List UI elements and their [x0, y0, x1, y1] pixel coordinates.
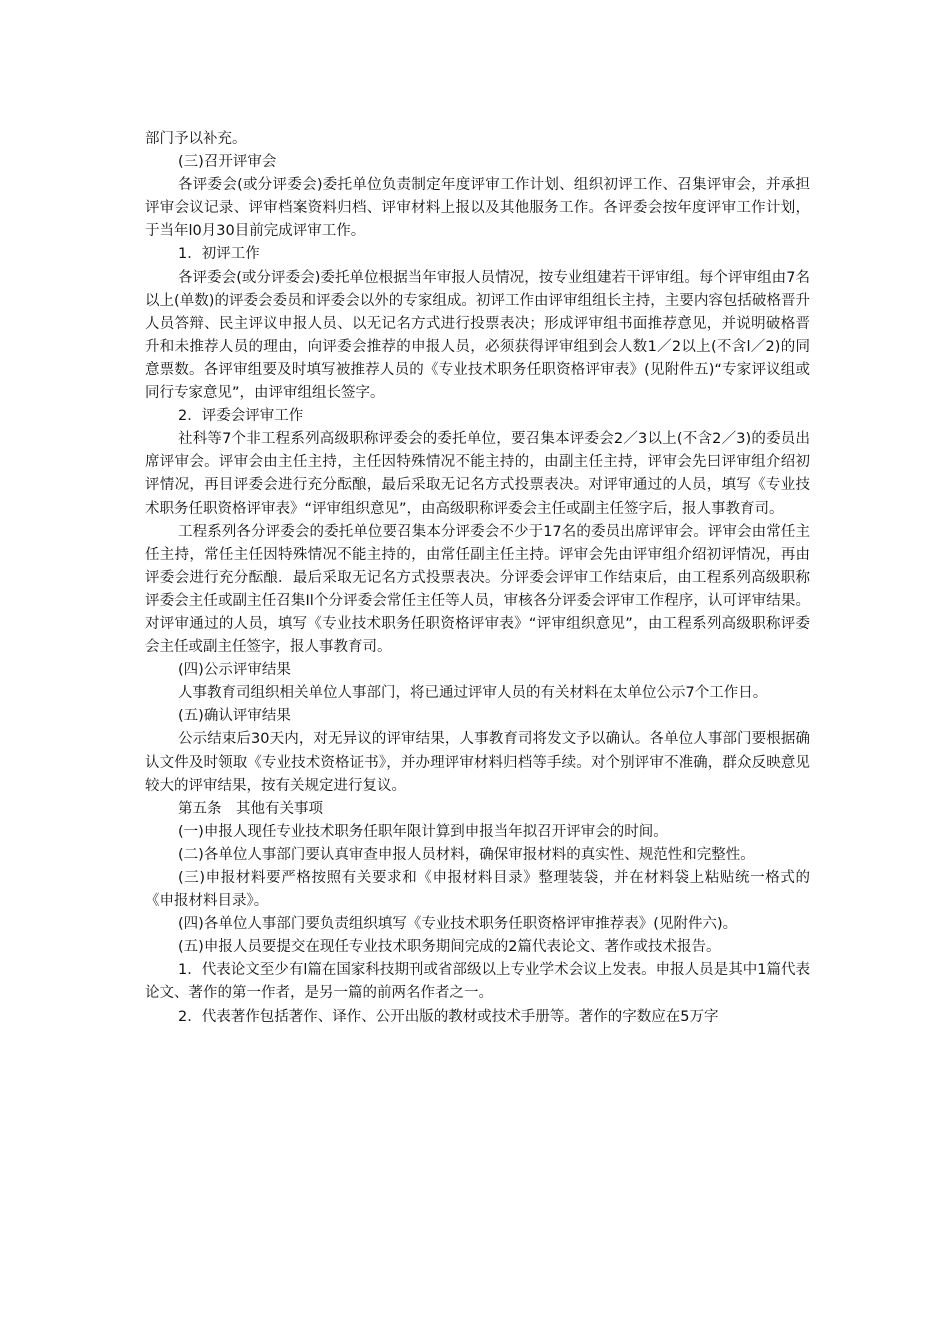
paragraph: (二)各单位人事部门要认真审查申报人员材料，确保审报材料的真实性、规范性和完整性。 — [178, 846, 755, 863]
paragraph: (四)各单位人事部门要负责组织填写《专业技术职务任职资格评审推荐表》(见附件六)。 — [178, 916, 738, 933]
section-heading: (五)确认评审结果 — [178, 708, 291, 725]
paragraph: 2．代表著作包括著作、译作、公开出版的教材或技术手册等。著作的字数应在5万字 — [178, 1008, 719, 1025]
paragraph: (三)申报材料要严格按照有关要求和《申报材料目录》整理装袋，并在材料袋上粘贴统一格式的《申报材料目录》。 — [145, 870, 810, 910]
section-heading: (四)公示评审结果 — [178, 662, 291, 679]
paragraph: 社科等7个非工程系列高级职称评委会的委托单位，要召集本评委会2／3以上(不含2／3)的委员出席评审会。评审会由主任主持，主任因特殊情况不能主持的，由副主任主持，评审会先曰评审组介绍初评情况，再目评委会进行充分酝酿，最后采取无记名方式投票表决。对评审通过的人员，填写《专业技术职务任职资格评审表》“评审组织意见”，由高级职称评委会主任或副主任签字后，报人事教育司。 — [145, 431, 810, 517]
paragraph: 部门予以补充。 — [145, 131, 247, 147]
paragraph: 公示结束后30天内，对无异议的评审结果，人事教育司将发文予以确认。各单位人事部门要根据确认文件及时领取《专业技术资格证书》，并办理评审材料归档等手续。对个别评审不准确，群众反映意见较大的评审结果，按有关规定进行复议。 — [145, 731, 810, 794]
paragraph: 各评委会(或分评委会)委托单位负责制定年度评审工作计划、组织初评工作、召集评审会，并承担评审会议记录、评审档案资料归档、评审材料上报以及其他服务工作。各评委会按年度评审工作计划，于当年l0月30目前完成评审工作。 — [145, 177, 810, 240]
paragraph: 人事教育司组织相关单位人事部门，将已通过评审人员的有关材料在太单位公示7个工作日。 — [178, 685, 768, 702]
subsection-heading: 1．初评工作 — [178, 246, 260, 263]
paragraph: 1．代表论文至少有l篇在国家科技期刊或省部级以上专业学术会议上发表。申报人员是其中1篇代表论文、著作的第一作者，是另一篇的前两名作者之一。 — [145, 962, 810, 1002]
section-heading: (三)召开评审会 — [178, 154, 277, 171]
paragraph: 各评委会(或分评委会)委托单位根据当年审报人员情况，按专业组建若干评审组。每个评审组由7名以上(单数)的评委会委员和评委会以外的专家组成。初评工作由评审组组长主持，主要内容包括破格晋升人员答辩、民主评议申报人员、以无记名方式进行投票表决；形成评审组书面推荐意见，并说明破格晋升和未推荐人员的理由，向评委会推荐的申报人员，必须获得评审组到会人数1／2以上(不含l／2)的同意票数。各评审组要及时填写被推荐人员的《专业技术职务任职资格评审表》(见附件五)“专家评议组或同行专家意见”，由评审组组长签字。 — [145, 269, 810, 402]
paragraph: 工程系列各分评委会的委托单位要召集本分评委会不少于17名的委员出席评审会。评审会由常任主任主持，常任主任因特殊情况不能主持的，由常任副主任主持。评审会先由评审组介绍初评情况，再由评委会进行充分酝酿．最后采取无记名方式投票表决。分评委会评审工作结束后，由工程系列高级职称评委会主任或副主任召集Il个分评委会常任主任等人员，审核各分评委会评审工作程序，认可评审结果。对评审通过的人员，填写《专业技术职务任职资格评审表》“评审组织意见”，由工程系列高级职称评委会主任或副主任签字，报人事教育司。 — [145, 523, 810, 656]
paragraph: (一)申报人现任专业技术职务任职年限计算到申报当年拟召开评审会的时间。 — [178, 823, 668, 840]
subsection-heading: 2．评委会评审工作 — [178, 408, 304, 425]
document-page — [145, 128, 810, 1029]
paragraph: (五)申报人员要提交在现任专业技术职务期间完成的2篇代表论文、著作或技术报告。 — [178, 939, 721, 956]
article-heading: 第五条 其他有关事项 — [178, 800, 323, 817]
